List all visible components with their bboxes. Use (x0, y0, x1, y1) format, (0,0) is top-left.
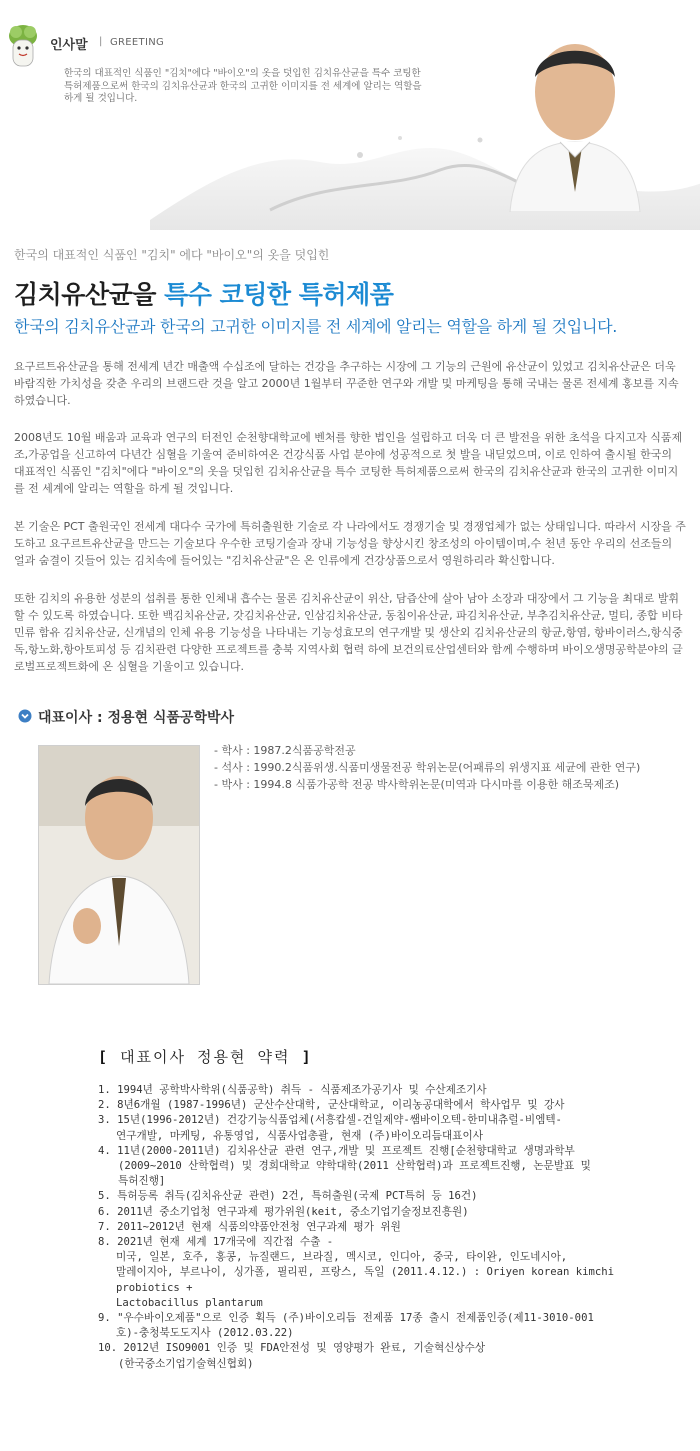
career-item (98, 1083, 658, 1098)
header-separator: | (99, 36, 103, 47)
career-list (98, 1083, 658, 1372)
career-title-bracket-open: [ (98, 1048, 110, 1066)
career-line: 7. 2011~2012년 현재 식품의약품안전청 연구과제 평가 위원 (98, 1220, 401, 1233)
career-title-bracket-close: ] (301, 1048, 313, 1066)
career-line: 9. "우수바이오제품"으로 인증 획득 (주)바이오리듬 전제품 17종 출시 전제품인증(제11-3010-001 (98, 1312, 594, 1325)
ceo-education-list (214, 742, 640, 793)
ceo-portrait-header (490, 22, 660, 212)
kimchi-cabbage-mascot-icon (6, 22, 40, 70)
body-paragraph: 본 기술은 PCT 출원국인 전세계 대다수 국가에 특허출원한 기술로 각 나라에서도 경쟁기술 및 경쟁업체가 없는 상태입니다. 따라서 시장을 주도하고 요구르트유산균을 만드는 기술보다 우수한 코팅기술과 장내 기능성을 향상시킨 창조성의 아이템이며,수 천년 동안 우리의 선조들의 얼과 숨결이 깃들어 있는 김치속에 들어있는 "김치유산균"은 온 인류에게 건강상품으로서 영원하리라 확신합니다. (14, 520, 686, 567)
career-line: 2. 8년6개월 (1987-1996년) 군산수산대학, 군산대학교, 이리농공대학에서 학사업무 및 강사 (98, 1099, 565, 1112)
career-item (98, 1144, 658, 1190)
intro-title-highlight: 특수 코팅한 특허제품 (164, 280, 394, 309)
header-summary: 한국의 대표적인 식품인 "김치"에다 "바이오"의 옷을 덧입힌 김치유산균을 특수 코팅한 특허제품으로써 한국의 김치유산균과 한국의 고귀한 이미지를 전 세계에 알리는 역할을 하게 될 것입니다. (64, 68, 422, 104)
career-line: 특허진행] (118, 1175, 166, 1188)
intro-subtitle: 한국의 김치유산균과 한국의 고귀한 이미지를 전 세계에 알리는 역할을 하게 될 것입니다. (14, 317, 618, 336)
career-item (98, 1311, 658, 1341)
career-title-text: 대표이사 정용현 약력 (120, 1048, 291, 1066)
career-line: 1. 1994년 공학박사학위(식품공학) 취득 - 식품제조가공기사 및 수산제조기사 (98, 1084, 487, 1096)
career-item (98, 1205, 658, 1220)
header-subtitle: GREETING (110, 37, 165, 48)
body-paragraph: 또한 김치의 유용한 성분의 섭취를 통한 인체내 흡수는 물론 김치유산균이 위산, 담즙산에 살아 남아 소장과 대장에서 그 기능을 최대로 발휘할 수 있도록 하였습니다. 또한 백김치유산균, 갓김치유산균, 인삼김치유산균, 동침이유산균, 파김치유산균, 부추김치유산균, 멀티, 종합 비타민류 함유 김치유산균, 신개념의 인체 유용 기능성을 나타내는 기능성효모의 연구개발 및 생산외 김치유산균의 항균,항염, 항바이러스,항식중독,항노화,항아토피성 등 김치관련 다양한 프로젝트를 충북 지역사회 협력 하에 보건의료산업센터와 함께 수행하며 바이오생명공학분야의 글로벌프로젝트화에 온 심혈을 기울이고 있습니다. (14, 592, 683, 673)
career-item (98, 1341, 658, 1371)
career-item (98, 1235, 658, 1311)
career-line: 연구개발, 마케팅, 유통영업, 식품사업총괄, 현재 (주)바이오리듬대표이사 (116, 1129, 483, 1142)
body-paragraph: 2008년도 10월 배움과 교육과 연구의 터전인 순천향대학교에 벤처를 향한 법인을 설립하고 더욱 더 큰 발전을 위한 초석을 다지고자 식품제조,가공업을 신고하여 다년간 심혈을 기울여 준비하여온 건강식품 사업 분야에 성공적으로 첫 발을 내딛었으며, 이로 인하여 출시될 한국의 대표적인 식품인 "김치"에다 "바이오"의 옷을 덧입힌 김치유산균을 특수 코팅한 특허제품으로써 한국의 김치유산균과 한국의 고귀한 이미지를 전 세계에 알리는 역할을 하게 될 것입니다. (14, 431, 683, 495)
greeting-header (0, 0, 700, 232)
career-line: 8. 2021년 현재 세계 17개국에 직간접 수출 - (98, 1236, 334, 1249)
career-line: (2009~2010 산학협력) 및 경희대학교 약학대학(2011 산학협력)과 프로젝트진행, 논문발표 및 (118, 1160, 591, 1173)
career-line: 호)-충청북도도지사 (2012.03.22) (116, 1327, 294, 1340)
header-title: 인사말 (50, 38, 88, 53)
education-item: - 석사 : 1990.2식품위생.식품미생물전공 학위논문(어패류의 위생지표 세균에 관한 연구) (214, 761, 641, 774)
ceo-photo-image (39, 746, 199, 984)
career-line: 6. 2011년 중소기업청 연구과제 평가위원(keit, 중소기업기술정보진흥원) (98, 1205, 469, 1218)
career-item (98, 1098, 658, 1113)
career-item (98, 1113, 658, 1143)
education-item: - 학사 : 1987.2식품공학전공 (214, 744, 356, 757)
career-line: Lactobacillus plantarum (116, 1296, 263, 1309)
intro-kicker: 한국의 대표적인 식품인 "김치" 에다 "바이오"의 옷을 덧입힌 (14, 248, 330, 262)
ceo-photo (38, 745, 200, 985)
career-line: probiotics + (116, 1281, 193, 1294)
ceo-heading: 대표이사 : 정용현 식품공학박사 (38, 710, 235, 726)
intro-title-main: 김치유산균을 (14, 280, 165, 309)
career-line: 3. 15년(1996-2012년) 건강기능식품업체(서흥캅셀-건일제약-쌤바이오텍-한미내츄럴-비엠텍- (98, 1114, 562, 1127)
education-item: - 박사 : 1994.8 식품가공학 전공 박사학위논문(미역과 다시마를 이용한 해조묵제조) (214, 778, 619, 791)
career-line: (한국중소기업기술혁신협회) (118, 1357, 254, 1370)
career-line: 5. 특허등록 취득(김치유산균 관련) 2건, 특허출원(국제 PCT특허 등 16건) (98, 1190, 478, 1203)
career-title (98, 1046, 313, 1067)
circle-chevron-icon (18, 709, 32, 723)
career-line: 미국, 일본, 호주, 홍콩, 뉴질랜드, 브라질, 멕시코, 인디아, 중국, 타이완, 인도네시아, (116, 1251, 568, 1264)
career-line: 4. 11년(2000-2011년) 김치유산균 관련 연구,개발 및 프로젝트 진행[순천향대학교 생명과학부 (98, 1144, 575, 1157)
career-item (98, 1220, 658, 1235)
body-paragraph: 요구르트유산균을 통해 전세계 년간 매출액 수십조에 달하는 건강을 추구하는 시장에 그 기능의 근원에 유산균이 있었고 김치유산균은 더욱 바람직한 가치성을 갖춘 우리의 브랜드란 것을 알고 2000년 1월부터 꾸준한 연구와 개발 및 마케팅을 통해 국내는 물론 전세계 홍보를 지속하였습니다. (14, 360, 679, 407)
career-line: 10. 2012년 ISO9001 인증 및 FDA안전성 및 영양평가 완료, 기술혁신상수상 (98, 1342, 486, 1355)
career-line: 말레이지아, 부르나이, 싱가폴, 필리핀, 프랑스, 독일 (2011.4.12.) : Oriyen korean kimchi (116, 1266, 615, 1279)
career-item (98, 1189, 658, 1204)
intro-title (14, 275, 393, 311)
